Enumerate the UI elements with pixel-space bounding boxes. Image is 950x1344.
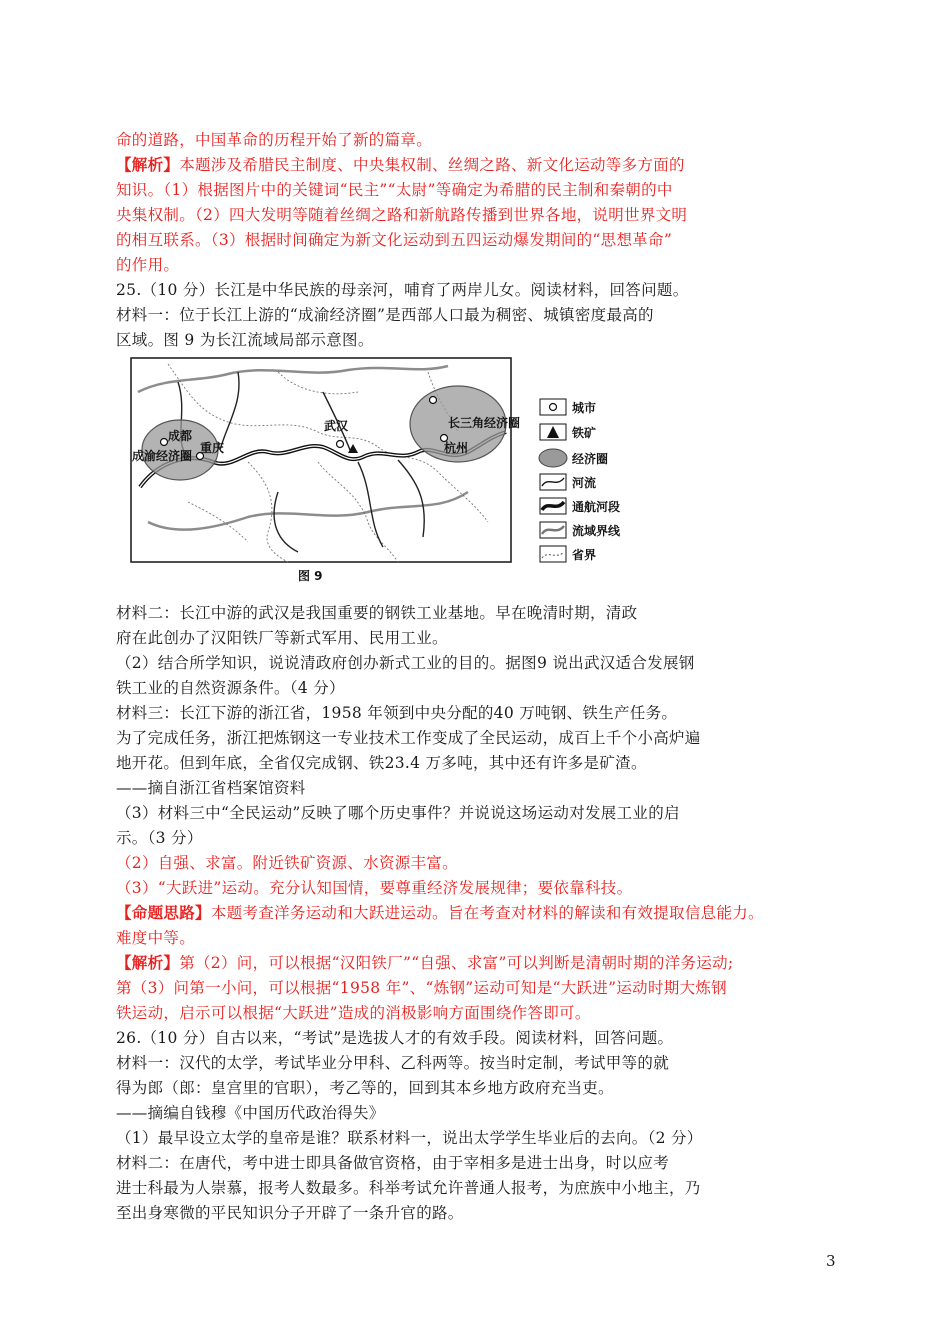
text-line: 的作用。 — [116, 256, 180, 274]
text-line: （2）自强、求富。附近铁矿资源、水资源丰富。 — [116, 854, 458, 872]
text-line: 铁工业的自然资源条件。（4 分） — [116, 679, 345, 697]
text-line: 材料二：在唐代，考中进士即具备做官资格，由于宰相多是进士出身，时以应考 — [116, 1154, 670, 1172]
text-line: 第（3）问第一小问，可以根据“1958 年”、“炼钢”运动可知是“大跃进”运动时期大炼钢 — [116, 979, 727, 997]
text-line: （3）材料三中“全民运动”反映了哪个历史事件？并说说这场运动对发展工业的启 — [116, 804, 680, 822]
text-line: （2）结合所学知识，说说清政府创办新式工业的目的。据图9 说出武汉适合发展钢 — [116, 654, 695, 672]
text-line: （3）“大跃进”运动。充分认知国情，要尊重经济发展规律；要依靠科技。 — [116, 879, 633, 897]
city-label-wuhan: 武汉 — [324, 419, 349, 433]
text-line: 难度中等。 — [116, 929, 196, 947]
shanghai-city-icon — [430, 397, 437, 404]
text-line: 进士科最为人崇慕，报考人数最多。科举考试允许普通人报考，为庶族中小地主，乃 — [116, 1179, 701, 1197]
city-label-chengdu: 成都 — [168, 429, 193, 443]
legend-label-province: 省界 — [572, 548, 597, 562]
text-line: 命的道路，中国革命的历程开始了新的篇章。 — [116, 131, 433, 149]
text-line: 得为郎（郎：皇宫里的官职），考乙等的，回到其本乡地方政府充当吏。 — [116, 1079, 614, 1097]
text-line: 26.（10 分）自古以来，“考试”是选拔人才的有效手段。阅读材料，回答问题。 — [116, 1029, 674, 1047]
text-line: （1）最早设立太学的皇帝是谁？联系材料一，说出太学学生毕业后的去向。（2 分） — [116, 1129, 703, 1147]
text-line: 材料二：长江中游的武汉是我国重要的钢铁工业基地。早在晚清时期，清政 — [116, 604, 638, 622]
text-line: 铁运动，启示可以根据“大跃进”造成的消极影响方面围绕作答即可。 — [116, 1004, 591, 1022]
text-line: 25.（10 分）长江是中华民族的母亲河，哺育了两岸儿女。阅读材料，回答问题。 — [116, 281, 689, 299]
legend-label-economic-circle: 经济圈 — [572, 452, 609, 466]
city-label-hangzhou: 杭州 — [444, 441, 469, 455]
text-line: 【命题思路】本题考查洋务运动和大跃进运动。旨在考查对材料的解读和有效提取信息能力。 — [116, 903, 764, 922]
line-tag: 【解析】 — [116, 953, 180, 972]
chengdu-city-icon — [161, 439, 168, 446]
text-line: 区域。图 9 为长江流域局部示意图。 — [116, 331, 374, 349]
legend-label-city: 城市 — [572, 401, 597, 415]
line-tag: 【解析】 — [116, 155, 180, 174]
city-icon — [550, 404, 557, 411]
text-line: 示。（3 分） — [116, 829, 203, 847]
legend-label-iron: 铁矿 — [572, 426, 597, 440]
line-tag: 【命题思路】 — [116, 903, 211, 922]
text-line: ——摘编自钱穆《中国历代政治得失》 — [116, 1104, 385, 1122]
text-line: 的相互联系。（3）根据时间确定为新文化运动到五四运动爆发期间的“思想革命” — [116, 231, 673, 249]
text-line: 知识。（1）根据图片中的关键词“民主”“太尉”等确定为希腊的民主制和秦朝的中 — [116, 181, 673, 199]
legend-label-navigable: 通航河段 — [572, 500, 621, 514]
city-label-chongqing: 重庆 — [200, 441, 225, 455]
text-line: 材料一：汉代的太学，考试毕业分甲科、乙科两等。按当时定制，考试甲等的就 — [116, 1054, 670, 1072]
circle-label-yangtze-delta: 长三角经济圈 — [448, 416, 521, 430]
map-legend — [539, 399, 621, 562]
legend-label-basin: 流域界线 — [572, 524, 621, 538]
text-line: 地开花。但到年底，全省仅完成钢、铁23.4 万多吨，其中还有许多是矿渣。 — [116, 754, 647, 772]
page-number: 3 — [826, 1252, 836, 1270]
figure-caption: 图 9 — [298, 569, 323, 583]
legend-label-river: 河流 — [572, 476, 597, 490]
text-line: 央集权制。（2）四大发明等随着丝绸之路和新航路传播到世界各地，说明世界文明 — [116, 206, 688, 224]
text-line: 府在此创办了汉阳铁厂等新式军用、民用工业。 — [116, 629, 448, 647]
text-line: 材料三：长江下游的浙江省，1958 年领到中央分配的40 万吨钢、铁生产任务。 — [116, 704, 678, 722]
yangtze-basin-map — [128, 352, 640, 584]
wuhan-city-icon — [337, 441, 344, 448]
circle-label-chengyu: 成渝经济圈 — [132, 449, 193, 463]
text-line: 【解析】第（2）问，可以根据“汉阳铁厂”“自强、求富”可以判断是清朝时期的洋务运动; — [116, 953, 734, 972]
text-line: 至出身寒微的平民知识分子开辟了一条升官的路。 — [116, 1204, 464, 1222]
text-line: ——摘自浙江省档案馆资料 — [116, 779, 306, 797]
text-line: 【解析】本题涉及希腊民主制度、中央集权制、丝绸之路、新文化运动等多方面的 — [116, 155, 685, 174]
text-line: 为了完成任务，浙江把炼钢这一专业技术工作变成了全民运动，成百上千个小高炉遍 — [116, 729, 701, 747]
economic-circle-icon — [539, 449, 567, 467]
text-line: 材料一：位于长江上游的“成渝经济圈”是西部人口最为稠密、城镇密度最高的 — [116, 306, 654, 324]
